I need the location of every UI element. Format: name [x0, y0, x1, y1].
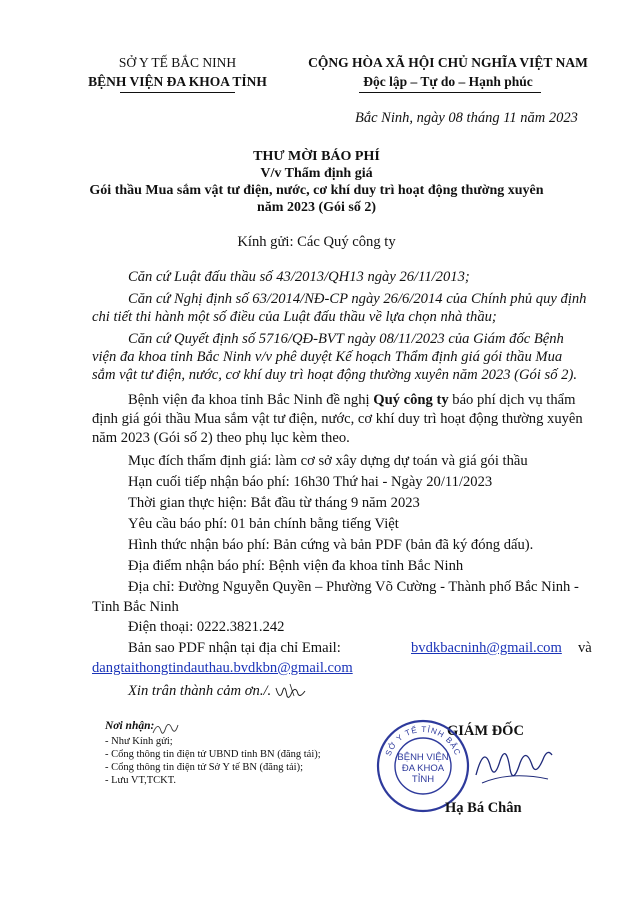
seal-text-line1: BỆNH VIỆN — [397, 752, 449, 763]
letter-title: THƯ MỜI BÁO PHÍ — [253, 149, 380, 164]
legal-basis-decision-line1: Căn cứ Quyết định số 5716/QĐ-BVT ngày 08/11/2023 của Giám đốc Bệnh — [128, 331, 564, 347]
issuer-department: SỞ Y TẾ BẮC NINH — [118, 55, 237, 70]
request-line2: định giá gói thầu Mua sắm vật tư điện, nước, cơ khí duy trì hoạt động thường xuyên — [92, 411, 583, 427]
copy-email-label: Bản sao PDF nhận tại địa chỉ Email: — [128, 640, 341, 656]
quote-requirement: Yêu cầu báo phí: 01 bản chính bằng tiếng Việt — [128, 516, 399, 532]
legal-basis-decree-line1: Căn cứ Nghị định số 63/2014/NĐ-CP ngày 26/6/2014 của Chính phủ quy định — [128, 291, 587, 307]
copy-conjunction: và — [578, 640, 592, 656]
request-line3: năm 2023 (Gói số 2) theo phụ lục kèm theo. — [92, 430, 350, 446]
recipient-item: - Như Kính gửi; — [105, 736, 173, 747]
request-tail: báo phí dịch vụ thẩm — [448, 392, 576, 408]
execution-period: Thời gian thực hiện: Bắt đầu từ tháng 9 năm 2023 — [128, 495, 420, 511]
date-line: Bắc Ninh, ngày 08 tháng 11 năm 2023 — [355, 110, 578, 126]
request-addressee: Quý công ty — [373, 392, 449, 408]
purpose: Mục đích thẩm định giá: làm cơ sở xây dựng dự toán và giá gói thầu — [128, 453, 528, 469]
legal-basis-decision-line3: sắm vật tư điện, nước, cơ khí duy trì hoạt động thường xuyên năm 2023 (Gói số 2). — [92, 367, 577, 383]
address-line1: Địa chỉ: Đường Nguyễn Quyền – Phường Võ Cường - Thành phố Bắc Ninh - — [128, 579, 579, 595]
receipt-place: Địa điểm nhận báo phí: Bệnh viện đa khoa tỉnh Bắc Ninh — [128, 558, 464, 574]
recipient-item: - Lưu VT,TCKT. — [105, 775, 177, 786]
package-name: Gói thầu Mua sắm vật tư điện, nước, cơ khí duy trì hoạt động thường xuyên — [89, 183, 544, 198]
email-link-bidding[interactable]: dangtaithongtindauthau.bvdkbn@gmail.com — [92, 660, 353, 676]
greeting: Kính gửi: Các Quý công ty — [237, 234, 396, 250]
legal-basis-decision-line2: viện đa khoa tỉnh Bắc Ninh v/v phê duyệt Kế hoạch Thẩm định giá gói thầu Mua — [92, 349, 563, 365]
email-link-hospital[interactable]: bvdkbacninh@gmail.com — [411, 640, 562, 656]
receipt-form: Hình thức nhận báo phí: Bản cứng và bản PDF (bản đã ký đóng dấu). — [128, 537, 534, 553]
handwritten-signature — [470, 735, 555, 795]
signer-role: GIÁM ĐỐC — [447, 723, 524, 739]
address-line2: Tỉnh Bắc Ninh — [92, 599, 179, 615]
recipients-heading: Nơi nhận: — [105, 720, 155, 732]
letter-subject: V/v Thẩm định giá — [260, 166, 373, 181]
issuer-hospital: BỆNH VIỆN ĐA KHOA TỈNH — [88, 74, 267, 89]
seal-ring-text: SỞ Y TẾ TỈNH BẮC — [383, 724, 463, 758]
seal-text-line3: TỈNH — [411, 774, 435, 785]
request-lead: Bệnh viện đa khoa tỉnh Bắc Ninh đề nghị — [128, 392, 374, 408]
deadline: Hạn cuối tiếp nhận báo phí: 16h30 Thứ hai - Ngày 20/11/2023 — [128, 474, 493, 490]
national-title: CỘNG HÒA XÃ HỘI CHỦ NGHĨA VIỆT NAM — [308, 55, 588, 70]
recipient-item: - Cổng thông tin điện tử UBND tỉnh BN (đăng tải); — [105, 749, 321, 760]
motto-underline — [359, 92, 541, 93]
national-motto: Độc lập – Tự do – Hạnh phúc — [363, 74, 533, 89]
package-year: năm 2023 (Gói số 2) — [257, 200, 376, 215]
issuer-underline — [120, 92, 235, 93]
phone: Điện thoại: 0222.3821.242 — [128, 619, 285, 635]
seal-text-line2: ĐA KHOA — [401, 763, 445, 774]
signer-name: Hạ Bá Chân — [445, 800, 522, 816]
closing-thanks: Xin trân thành cảm ơn./. — [128, 683, 272, 699]
initials-paraph — [274, 682, 308, 704]
legal-basis-decree-line2: chi tiết thi hành một số điều của Luật đấu thầu về lựa chọn nhà thầu; — [92, 309, 497, 325]
request-line1 — [128, 391, 576, 409]
recipient-item: - Cổng thông tin điện tử Sở Y tế BN (đăng tải); — [105, 762, 303, 773]
legal-basis-law: Căn cứ Luật đấu thầu số 43/2013/QH13 ngày 26/11/2013; — [128, 269, 470, 285]
